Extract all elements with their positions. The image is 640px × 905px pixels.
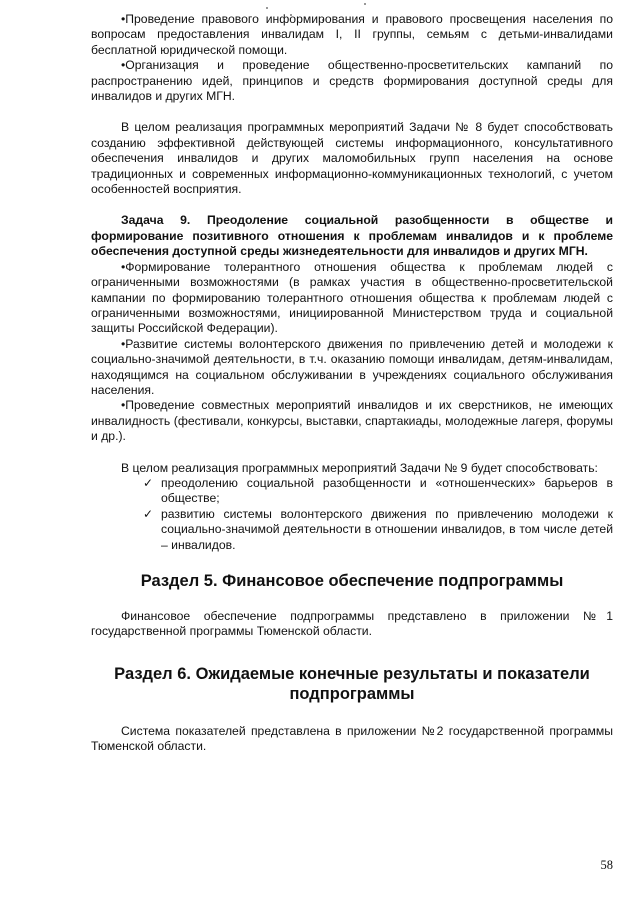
task9-bullet-volunteer: •Развитие системы волонтерского движения по привлечению детей и молодежи к социально-значимой деятельности, в т.ч. оказанию помощи инвалидам, детям-инвалидам, находящимся на социальном обслуживании в учреждениях социального обслуживания населения. <box>91 336 613 397</box>
scan-speck <box>364 3 366 5</box>
scan-speck <box>266 7 268 9</box>
task9-result-list <box>91 476 613 553</box>
task9-result-item: ✓ развитию системы волонтерского движения по привлечению молодежи к социально-значимой деятельности в отношении инвалидов, в том числе детей – инвалидов. <box>143 506 613 552</box>
section6-heading: Раздел 6. Ожидаемые конечные результаты и показатели подпрограммы <box>114 664 590 703</box>
bullet-legal-info: •Проведение правового информирования и правового просвещения населения по вопросам предоставления инвалидам I, II группы, семьям с детьми-инвалидами бесплатной юридической помощи. <box>91 12 613 57</box>
task9-bullet-tolerance: •Формирование толерантного отношения общества к проблемам людей с ограниченными возможностями (в рамках участия в общественно-просветительской кампании по формированию толерантного отношения общества к проблемам людей с ограниченными возможностями, инициированной Министерством труда и социальной защиты Российской Федерации). <box>91 259 613 336</box>
section5-paragraph: Финансовое обеспечение подпрограммы представлено в приложении №1 государственной программы Тюменской области. <box>91 609 613 639</box>
bullet-campaigns: •Организация и проведение общественно-просветительских кампаний по распространению идей, принципов и средств формирования доступной среды для инвалидов и других МГН. <box>91 58 613 104</box>
task9-result-item: ✓ преодолению социальной разобщенности и «отношенческих» барьеров в обществе; <box>143 475 613 506</box>
page-content <box>91 12 613 755</box>
checkmark-icon: ✓ <box>143 475 154 490</box>
task9-heading: Задача 9. Преодоление социальной разобщенности в обществе и формирование позитивного отношения к проблемам инвалидов и к проблеме обеспечения доступной среды жизнедеятельности для инвалидов и других МГН. <box>91 213 613 259</box>
task8-result-paragraph: В целом реализация программных мероприятий Задачи № 8 будет способствовать созданию эффективной действующей системы информационного, консультативного обеспечения инвалидов и других маломобильных групп населения на основе традиционных и современных информационно-коммуникационных технологий, с учетом особенностей восприятия. <box>91 120 613 197</box>
checkmark-icon: ✓ <box>143 506 154 521</box>
page-number: 58 <box>600 858 613 872</box>
task9-bullet-joint-events: •Проведение совместных мероприятий инвалидов и их сверстников, не имеющих инвалидность (фестивали, конкурсы, выставки, спартакиады, молодежные лагеря, форумы и др.). <box>91 398 613 444</box>
task9-result-intro: В целом реализация программных мероприятий Задачи № 9 будет способствовать: <box>121 460 598 475</box>
section5-heading: Раздел 5. Финансовое обеспечение подпрограммы <box>140 572 564 590</box>
section6-paragraph: Система показателей представлена в приложении №2 государственной программы Тюменской области. <box>91 723 613 754</box>
